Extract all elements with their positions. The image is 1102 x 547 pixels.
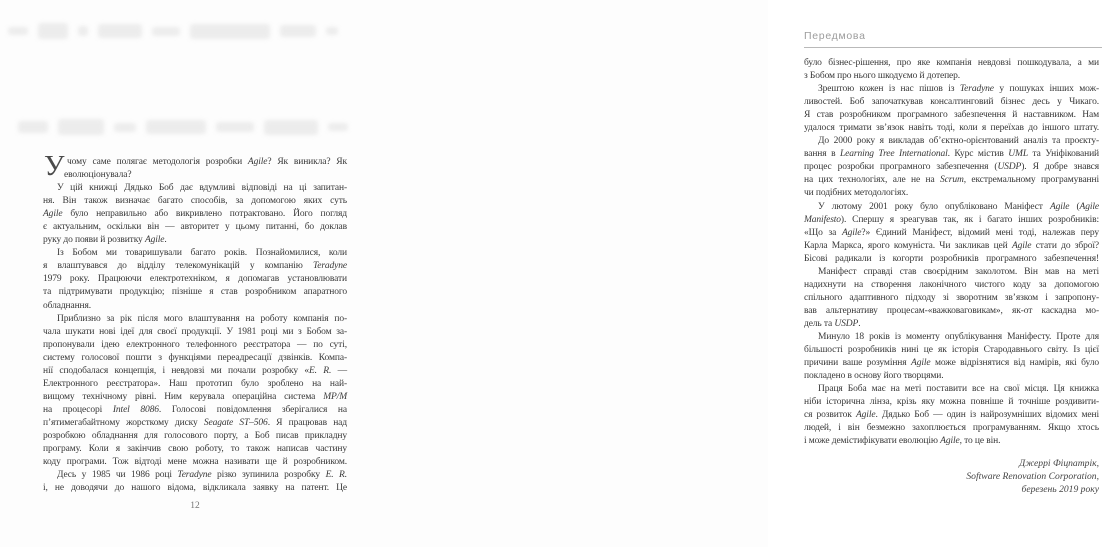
text-line	[804, 279, 1099, 292]
text-run: може відрізнятися від намірів, які було	[930, 358, 1099, 369]
text-run: п’ятимегабайтному жорсткому диску	[43, 417, 204, 428]
text-run: у пошуках інших мож-	[993, 84, 1099, 95]
text-line	[43, 482, 347, 495]
text-line	[804, 422, 1099, 435]
signature-line: Джеррі Фіцпатрік,	[1019, 458, 1099, 469]
text-run: людей, і він безмежно захоплюється програмуванням. Якщо хтось	[804, 423, 1099, 434]
text-run: Маніфест справді став своєрідним заколотом. Він мав на меті	[818, 266, 1099, 277]
text-line	[804, 266, 1099, 279]
text-run: «Що за	[804, 227, 842, 238]
text-line	[804, 240, 1099, 253]
text-line	[43, 313, 347, 326]
text-line	[804, 96, 1099, 109]
text-line	[43, 247, 347, 260]
text-run-italic: Agile	[144, 235, 165, 246]
text-run: еволюціонувала?	[64, 170, 132, 181]
text-line	[43, 300, 347, 313]
text-line	[804, 396, 1099, 409]
text-run: (	[1069, 201, 1080, 212]
text-run: Електронного реєстратора». Наш прототип було зроблено на най-	[43, 378, 347, 389]
left-page	[0, 0, 384, 547]
text-run: Я став розробником програмного забезпечення й наставником. Нам	[804, 110, 1099, 121]
text-run: ). Спершу я зреагував так, як і багато інших розробників:	[840, 214, 1099, 225]
text-line	[804, 187, 1099, 200]
text-line	[43, 286, 347, 299]
text-line	[43, 443, 347, 456]
text-run: удалося тримати зв’язок навіть тоді, коли я переїхав до іншого штату.	[804, 123, 1099, 134]
text-run: До 2000 року я викладав об’єктно-орієнтований аналіз та проєкту-	[818, 136, 1099, 147]
text-run-italic: Agile	[247, 157, 268, 167]
text-line	[804, 344, 1099, 357]
text-run-italic: Agile	[911, 358, 931, 369]
text-run: та Уніфікований	[1027, 149, 1100, 160]
text-run: вищому технічному рівні. Ним керувала операційна система	[43, 391, 324, 402]
text-run: різко зупинила розробку	[211, 470, 326, 481]
text-line	[804, 435, 1099, 448]
text-run-italic: Intel 8086	[112, 404, 159, 415]
text-run: ся розвиток	[804, 410, 856, 421]
text-line	[804, 83, 1099, 96]
text-run: ? Як виникла? Як	[267, 157, 347, 167]
signature-line: березень 2019 року	[1021, 484, 1099, 496]
text-run: Праця Боба має на меті поставити все на свої місця. Ця книжка	[818, 384, 1099, 395]
text-line	[804, 109, 1099, 122]
text-line	[804, 201, 1099, 214]
drop-cap: У	[44, 150, 65, 182]
text-line	[804, 214, 1099, 227]
text-run: , то це він.	[959, 436, 1001, 447]
text-run: 1979 року. Працюючи електротехніком, я допомагав установлювати	[43, 274, 347, 285]
text-run-italic: UML	[1008, 149, 1028, 160]
text-run: і, не доводячи до нашого відома, відкликала заявку на патент. Це	[43, 483, 347, 494]
text-run-italic: Agile	[1049, 201, 1070, 212]
text-line	[43, 469, 347, 482]
text-run: .	[858, 318, 861, 329]
text-run: . Я працював над	[267, 417, 347, 428]
text-run: Десь у 1985 чи 1986 році	[57, 470, 178, 481]
text-run-italic: USDP	[834, 318, 859, 329]
text-run: вання в	[804, 149, 840, 160]
text-line	[43, 260, 347, 273]
text-run: стати до зброї?	[1031, 240, 1100, 251]
text-run: ливостей. Боб започаткував консалтинговий бізнес десь у Чикаго.	[804, 97, 1099, 108]
text-run: програму. Коли я закінчив свою роботу, то також написав частину	[43, 444, 347, 455]
page-number: 12	[190, 501, 200, 511]
signature-line: Software Renovation Corporation,	[966, 471, 1099, 483]
text-line	[804, 409, 1099, 422]
bleed-through-artifact	[8, 18, 338, 44]
right-page	[384, 0, 1100, 547]
text-run: ). Я добре знався	[1021, 162, 1099, 173]
text-run-italic: Teradyne	[177, 470, 212, 481]
text-run: .	[164, 235, 167, 246]
text-run: вав альтернативу процесам-«важковаговикам», як-от каскадна мо-	[804, 305, 1099, 316]
text-run: Приблизно за рік після мого влаштування на роботу компанія по-	[57, 313, 347, 324]
text-run: . Курс містив	[947, 149, 1009, 160]
text-run-italic: MP/M	[323, 391, 347, 402]
text-run: —	[331, 365, 347, 376]
text-run: та підтримувати продукцію; пізніше я став розробником апаратного	[43, 287, 347, 298]
text-run-italic: Agile	[1079, 201, 1099, 212]
text-line	[43, 404, 347, 417]
signature-block	[804, 457, 1099, 497]
text-run: . Дядько Боб — один із найрозумніших відомих мені	[875, 410, 1099, 421]
text-run-italic: E. R.	[308, 365, 332, 376]
text-line	[804, 227, 1099, 240]
text-line	[804, 70, 1099, 83]
left-page-text	[43, 156, 347, 495]
text-line	[43, 391, 347, 404]
text-run: Із Бобом ми товаришували багато років. Познайомилися, коли	[57, 248, 347, 259]
text-run: розробкою обладнання для голосового порту, а Боб писав прикладну	[43, 430, 347, 441]
text-line	[43, 169, 347, 182]
text-line	[804, 370, 1099, 383]
text-run: обладнання.	[43, 300, 92, 311]
text-run: У лютому 2001 року було опубліковано Маніфест	[818, 201, 1050, 212]
text-line	[804, 318, 1099, 331]
text-run: з Бобом про нього шкодуємо й дотепер.	[804, 71, 961, 82]
text-run: і може демістифікувати еволюцію	[804, 436, 941, 447]
text-line	[804, 357, 1099, 370]
text-line	[43, 352, 347, 365]
text-run: ніби історична лінза, крізь яку можна повніше й точніше роздивити-	[804, 397, 1099, 408]
text-run: більшості розробників нині це як історія Стародавнього світу. Із цієї	[804, 345, 1099, 356]
text-line	[804, 305, 1099, 318]
text-run: чала шукати нові ідеї для своєї продукції. У 1981 році ми з Бобом за-	[43, 326, 347, 337]
text-run-italic: Agile	[940, 436, 960, 447]
text-run-italic: Seagate ST–506	[203, 417, 268, 428]
text-run-italic: E. R.	[325, 470, 347, 481]
text-run: Минуло 18 років із моменту опублікування Маніфесту. Проте для	[818, 331, 1099, 342]
text-run: ня. Він також визначає багато способів, за допомогою яких суть	[43, 196, 347, 207]
text-run-italic: Teradyne	[312, 261, 347, 272]
text-run: . Голосові повідомлення зберігалися на	[158, 404, 347, 415]
running-header-title: Передмова	[804, 30, 866, 42]
text-line	[804, 161, 1099, 174]
text-line	[804, 383, 1099, 396]
text-run: Зрештою кожен із нас пішов із	[818, 84, 960, 95]
text-line	[43, 221, 347, 234]
text-run: Карла Маркса, ярого комуніста. Чи закликав цей	[804, 240, 1012, 251]
text-run: Бісові радикали із когорти розробників програмного забезпечення!	[804, 253, 1099, 264]
text-run: процес розробки програмного забезпечення (	[804, 162, 998, 173]
text-run: покладено в основу його творцями.	[804, 371, 944, 382]
text-run: на процесорі	[43, 404, 113, 415]
text-line	[804, 57, 1099, 70]
text-line	[804, 148, 1099, 161]
text-line	[804, 331, 1099, 344]
text-line	[43, 156, 347, 169]
text-run-italic: Agile	[841, 227, 862, 238]
text-line	[804, 135, 1099, 148]
text-run: було неправильно або викривлено потрактовано. Його погляд	[62, 209, 347, 220]
text-line	[43, 273, 347, 286]
text-run: нії сподобалася концепція, і невдовзі ми почали розробку «	[43, 365, 309, 376]
text-run: чому саме полягає методологія розробки	[67, 157, 248, 167]
text-line	[43, 234, 347, 247]
text-run: на цих технологіях, але не на	[804, 175, 941, 186]
text-line	[43, 195, 347, 208]
text-line	[43, 430, 347, 443]
text-run-italic: Scrum	[940, 175, 964, 186]
text-run-italic: Agile	[43, 209, 63, 220]
text-run: пропонували ідею електронного телефонного реєстратора — по суті,	[43, 339, 347, 350]
text-line	[43, 378, 347, 391]
text-run-italic: Manifesto	[804, 214, 841, 225]
text-line	[43, 417, 347, 430]
text-line	[804, 292, 1099, 305]
text-run: ?» Єдиний Маніфест, відомий мені тоді, належав перу	[861, 227, 1099, 238]
text-line	[804, 253, 1099, 266]
text-run: дель та	[804, 318, 835, 329]
text-run: коду програми. Тож відтоді мене можна називати ще й розробником.	[43, 457, 347, 468]
text-run-italic: USDP	[997, 162, 1022, 173]
text-run: я влаштувався до відділу телекомунікацій у компанію	[43, 261, 313, 272]
text-line	[43, 208, 347, 221]
text-line	[43, 326, 347, 339]
text-line	[43, 182, 347, 195]
text-line	[43, 339, 347, 352]
text-line	[804, 122, 1099, 135]
text-run: надихнути на створення лаконічного чистого коду за допомогою	[804, 279, 1099, 290]
right-page-text	[804, 57, 1099, 448]
text-run: спільного адаптивного підходу зі зворотним зв’язком і запропону-	[804, 292, 1099, 303]
text-run: У цій книжці Дядько Боб дає вдумливі відповіді на ці запитан-	[57, 183, 347, 194]
text-run: систему голосової пошти з функціями переадресації дзвінків. Компа-	[43, 352, 347, 363]
text-run-italic: Learning Tree International	[840, 149, 948, 160]
text-run: чи подібних методологіях.	[804, 188, 909, 199]
text-line	[43, 365, 347, 378]
text-line	[804, 174, 1099, 187]
text-run: руку до появи й розвитку	[43, 235, 145, 246]
text-run-italic: Agile	[855, 410, 876, 421]
text-run-italic: Teradyne	[959, 84, 994, 95]
text-line	[43, 456, 347, 469]
bleed-through-artifact	[18, 114, 348, 140]
text-run: є актуальним, оскільки він — авторитет у цьому питанні, бо доклав	[43, 222, 347, 233]
text-run-italic: Agile	[1011, 240, 1032, 251]
text-run: причини ваше розуміння	[804, 358, 912, 369]
running-header	[804, 30, 1102, 48]
text-run: , екстремальному програмуванні	[963, 175, 1099, 186]
text-run: було бізнес-рішення, про яке компанія невдовзі пошкодувала, а ми	[804, 58, 1099, 68]
